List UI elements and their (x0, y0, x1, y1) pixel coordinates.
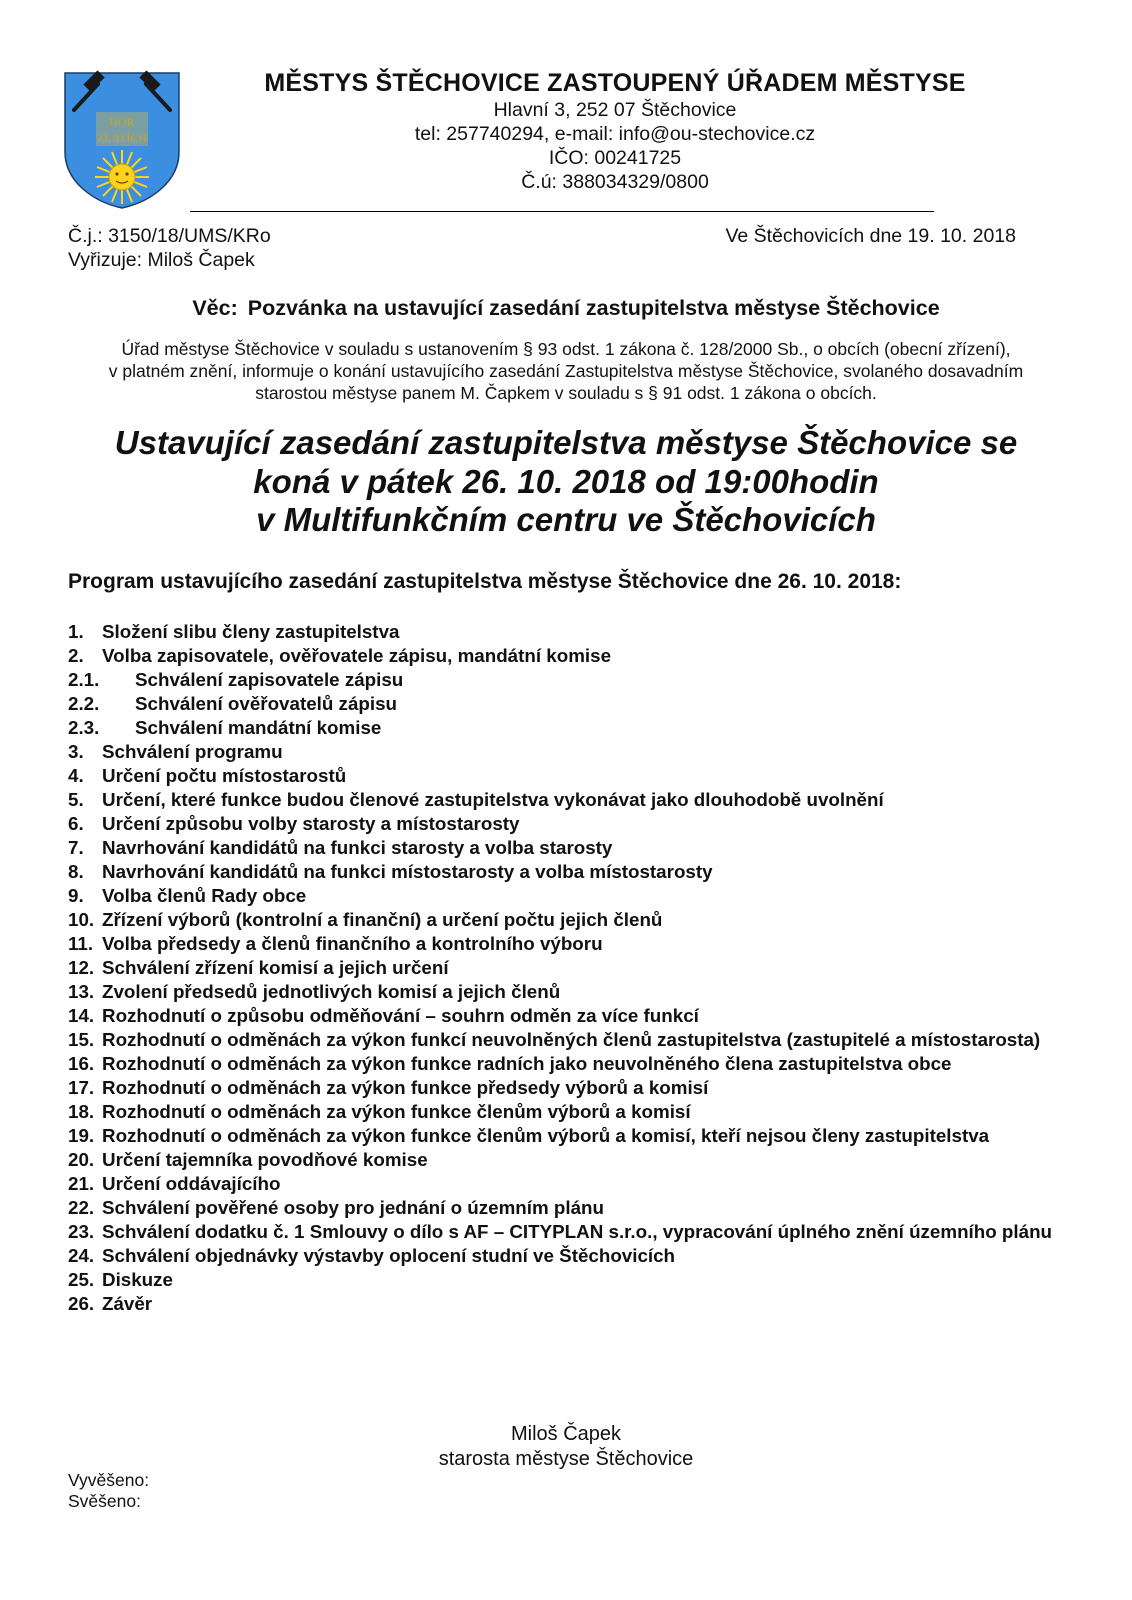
agenda-item-text: Určení způsobu volby starosty a místostarosty (102, 813, 520, 834)
agenda-item-text: Schválení objednávky výstavby oplocení studní ve Štěchovicích (102, 1245, 676, 1266)
agenda-item (68, 668, 1064, 692)
agenda-item-text: Navrhování kandidátů na funkci starosty a volba starosty (102, 837, 613, 858)
agenda-item-number: 2.3. (68, 717, 100, 738)
ico: IČO: 00241725 (548, 147, 682, 169)
agenda-item-text: Schválení zapisovatele zápisu (135, 669, 404, 690)
agenda-item-number: 18. (68, 1101, 95, 1122)
agenda-item-number: 13. (68, 981, 95, 1002)
agenda-item-text: Rozhodnutí o odměnách za výkon funkce radních jako neuvolněného člena zastupitelstva obce (102, 1053, 952, 1074)
agenda-item-number: 25. (68, 1269, 95, 1290)
agenda-item-number: 10. (68, 909, 95, 930)
agenda-item-number: 22. (68, 1197, 95, 1218)
document-date: Ve Štěchovicích dne 19. 10. 2018 (725, 225, 1016, 247)
agenda-item (68, 644, 1064, 668)
agenda-item-number: 9. (68, 885, 84, 906)
agenda-item-text: Schválení zřízení komisí a jejich určení (102, 957, 449, 978)
agenda-item (68, 1052, 1064, 1076)
agenda-item-number: 16. (68, 1053, 95, 1074)
intro-paragraph (68, 338, 1064, 404)
bank-account: Č.ú: 388034329/0800 (521, 171, 709, 193)
agenda-item-text: Volba členů Rady obce (102, 885, 307, 906)
agenda-item-text: Rozhodnutí o odměnách za výkon funkcí neuvolněných členů zastupitelstva (zastupitelé a místostarosta) (102, 1029, 1041, 1050)
agenda-item-number: 14. (68, 1005, 95, 1026)
agenda-item (68, 1076, 1064, 1100)
agenda-item-number: 11. (68, 933, 94, 954)
agenda-item-number: 5. (68, 789, 84, 810)
agenda-item-text: Zvolení předsedů jednotlivých komisí a jejich členů (102, 981, 561, 1002)
agenda-item-number: 1. (68, 621, 84, 642)
agenda-item (68, 1148, 1064, 1172)
agenda-item (68, 956, 1064, 980)
agenda-item (68, 908, 1064, 932)
program-title: Program ustavujícího zasedání zastupitelstva městyse Štěchovice dne 26. 10. 2018: (68, 570, 902, 593)
agenda-item (68, 1268, 1064, 1292)
agenda-item-text: Rozhodnutí o způsobu odměňování – souhrn odměn za více funkcí (102, 1005, 699, 1026)
agenda-item-text: Určení oddávajícího (102, 1173, 281, 1194)
handler: Vyřizuje: Miloš Čapek (68, 249, 255, 271)
agenda-item (68, 860, 1064, 884)
agenda-item-number: 19. (68, 1125, 95, 1146)
sun-face-icon (95, 150, 149, 204)
agenda-item (68, 620, 1064, 644)
agenda-item-number: 21. (68, 1173, 95, 1194)
header-divider (190, 211, 934, 212)
intro-line: Úřad městyse Štěchovice v souladu s ustanovením § 93 odst. 1 zákona č. 128/2000 Sb., o obcích (obecní zřízení), (121, 339, 1011, 359)
agenda-item (68, 1124, 1064, 1148)
agenda-item (68, 1100, 1064, 1124)
agenda-item (68, 884, 1064, 908)
agenda-item-text: Navrhování kandidátů na funkci místostarosty a volba místostarosty (102, 861, 713, 882)
agenda-item-number: 26. (68, 1293, 95, 1314)
motto-line-2: ZLATÍCH (97, 131, 147, 145)
agenda-item-text: Schválení dodatku č. 1 Smlouvy o dílo s AF – CITYPLAN s.r.o., vypracování úplného znění územního plánu (102, 1221, 1053, 1242)
agenda-item-number: 20. (68, 1149, 95, 1170)
reference-number: Č.j.: 3150/18/UMS/KRo (68, 225, 271, 247)
agenda-item (68, 740, 1064, 764)
posting-record (68, 1470, 149, 1512)
coat-of-arms-logo (62, 70, 182, 210)
agenda-item (68, 812, 1064, 836)
headline-line: koná v pátek 26. 10. 2018 od 19:00hodin (253, 462, 879, 500)
agenda-item-number: 2.1. (68, 669, 100, 690)
agenda-item-number: 3. (68, 741, 84, 762)
agenda-item-number: 7. (68, 837, 84, 858)
agenda-item (68, 692, 1064, 716)
agenda-item-text: Složení slibu členy zastupitelstva (102, 621, 400, 642)
agenda-item (68, 932, 1064, 956)
agenda-item-text: Určení, které funkce budou členové zastupitelstva vykonávat jako dlouhodobě uvolnění (102, 789, 884, 810)
subject-label: Věc: (192, 296, 238, 320)
agenda-item-text: Rozhodnutí o odměnách za výkon funkce členům výborů a komisí, kteří nejsou členy zastupitelstva (102, 1125, 990, 1146)
agenda-item-text: Rozhodnutí o odměnách za výkon funkce předsedy výborů a komisí (102, 1077, 709, 1098)
removed-label: Svěšeno: (68, 1491, 141, 1511)
address: Hlavní 3, 252 07 Štěchovice (493, 99, 737, 121)
agenda-item-number: 15. (68, 1029, 95, 1050)
agenda-item-number: 24. (68, 1245, 95, 1266)
headline-line: v Multifunkčním centru ve Štěchovicích (256, 501, 876, 538)
agenda-item-number: 8. (68, 861, 84, 882)
signatory-name: Miloš Čapek (510, 1423, 622, 1445)
agenda-item-text: Zřízení výborů (kontrolní a finanční) a určení počtu jejich členů (102, 909, 663, 930)
agenda-item-number: 4. (68, 765, 84, 786)
agenda-item-text: Rozhodnutí o odměnách za výkon funkce členům výborů a komisí (102, 1101, 691, 1122)
signature-block (0, 1422, 1132, 1472)
motto-line-1: HOR (109, 115, 135, 129)
agenda-item-text: Schválení ověřovatelů zápisu (135, 693, 397, 714)
agenda-item (68, 836, 1064, 860)
agenda-list (68, 620, 1064, 1316)
agenda-item (68, 764, 1064, 788)
agenda-item-text: Určení tajemníka povodňové komise (102, 1149, 428, 1170)
letterhead (225, 68, 1005, 194)
posted-label: Vyvěšeno: (68, 1470, 150, 1490)
agenda-item-text: Diskuze (102, 1269, 173, 1290)
signatory-title: starosta městyse Štěchovice (438, 1448, 694, 1470)
subject-line (0, 296, 1132, 321)
agenda-item (68, 1172, 1064, 1196)
agenda-item-text: Volba zapisovatele, ověřovatele zápisu, mandátní komise (102, 645, 612, 666)
agenda-item-text: Volba předsedy a členů finančního a kontrolního výboru (102, 933, 603, 954)
agenda-item-text: Schválení mandátní komise (135, 717, 382, 738)
reference-block (68, 224, 271, 272)
agenda-item-text: Určení počtu místostarostů (102, 765, 347, 786)
agenda-item-number: 12. (68, 957, 95, 978)
agenda-item-number: 6. (68, 813, 84, 834)
agenda-item-number: 17. (68, 1077, 95, 1098)
agenda-item (68, 980, 1064, 1004)
agenda-item-number: 2. (68, 645, 84, 666)
agenda-item (68, 1028, 1064, 1052)
headline-line: Ustavující zasedání zastupitelstva městyse Štěchovice se (114, 424, 1018, 461)
agenda-item-text: Závěr (102, 1293, 153, 1314)
intro-line: starostou městyse panem M. Čapkem v souladu s § 91 odst. 1 zákona o obcích. (255, 383, 877, 403)
agenda-item-text: Schválení pověřené osoby pro jednání o územním plánu (102, 1197, 604, 1218)
agenda-item (68, 1244, 1064, 1268)
agenda-item-number: 2.2. (68, 693, 100, 714)
agenda-item (68, 1004, 1064, 1028)
organization-name: MĚSTYS ŠTĚCHOVICE ZASTOUPENÝ ÚŘADEM MĚSTYSE (264, 69, 966, 97)
agenda-item (68, 716, 1064, 740)
meeting-announcement (0, 424, 1132, 540)
agenda-item (68, 788, 1064, 812)
intro-line: v platném znění, informuje o konání ustavujícího zasedání Zastupitelstva městyse Štěchovice, svolaného dosavadním (108, 361, 1024, 381)
agenda-item (68, 1220, 1064, 1244)
agenda-item (68, 1292, 1064, 1316)
agenda-item (68, 1196, 1064, 1220)
agenda-item-text: Schválení programu (102, 741, 283, 762)
subject-text: Pozvánka na ustavující zasedání zastupitelstva městyse Štěchovice (247, 296, 940, 320)
agenda-item-number: 23. (68, 1221, 95, 1242)
contact: tel: 257740294, e-mail: info@ou-stechovice.cz (414, 123, 816, 145)
